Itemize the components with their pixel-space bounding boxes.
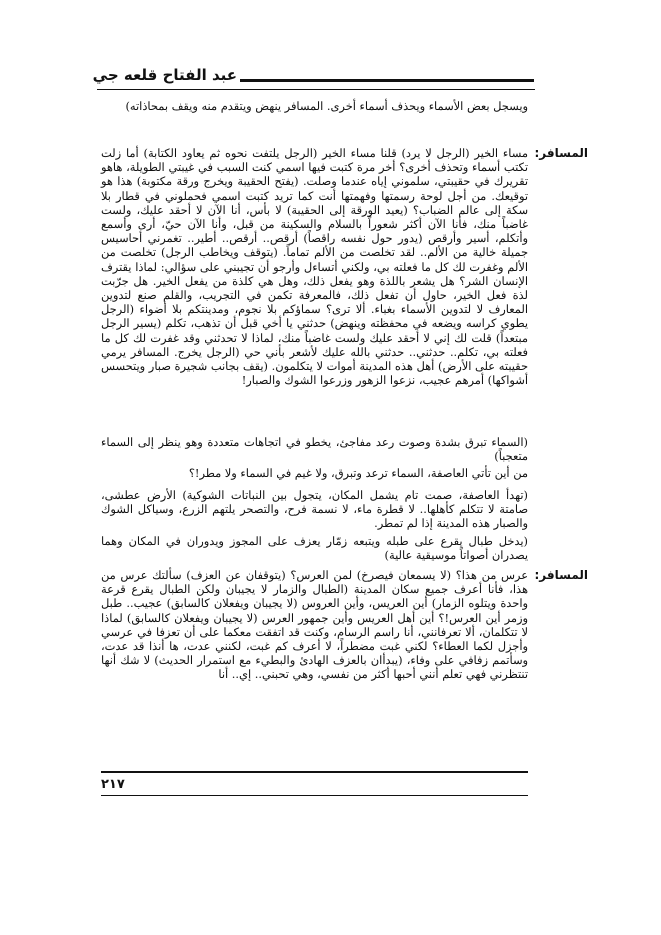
footer-rule-thin bbox=[101, 795, 528, 796]
traveler-line-storm: من أين تأتي العاصفة، السماء ترعد وتبرق، ولا غيم في السماء ولا مطر!؟ bbox=[188, 466, 528, 480]
page-number: ٢١٧ bbox=[101, 777, 125, 792]
header-author: عبد الفتاح قلعه جي bbox=[92, 66, 237, 84]
speaker-label: المسافر: bbox=[534, 146, 588, 160]
stage-direction-drummer: (يدخل طبال يقرع على طبله ويتبعه زمّار يعزف على المجوز ويدوران في المكان وهما يصدران أصواتاً موسيقية عالية) bbox=[101, 534, 528, 563]
traveler-speech-2: عرس من هذا؟ (لا يسمعان فيصرخ) لمن العرس؟ (يتوقفان عن العزف) سألتك عرس من هذا، فأنا أعرف جميع سكان المدينة (الطبال والزمار لا يجيبان ولكن الطبال يقرع قرعة واحدة ويتلوه الزمار) أين العريس، وأين العروس (لا يجيبان ويفعلان كالسابق) عجيب.. طبل وزمر أين العرس!؟ أين أهل العريس وأين جمهور العرس (لا يجيبان ويفعلان كالسابق) لماذا لا تتكلمان، ألا تعرفانني، أنا راسم الرسام، وكنت قد اتفقت معكما على أن تعزفا في عرسي وأجزل لكما العطاء؟ لكني غبت مضطراً، لا أعرف كم غبت، لكنني عدت، ها أنذا قد عدت، وسأتمم زفافي على وفاء، (يبدأان بالعزف الهادئ والبطيء مع استمرار الحديث) لا شك أنها تنتظرني فهي تعلم أنني أحبها أكثر من نفسي، وهي تحبني.. إي.. أنا bbox=[101, 568, 528, 682]
speaker-label: المسافر: bbox=[534, 568, 588, 582]
stage-direction-storm: (السماء تبرق بشدة وصوت رعد مفاجئ، يخطو في اتجاهات متعددة وهو ينظر إلى السماء متعجباً) bbox=[101, 435, 528, 464]
footer-rule-thick bbox=[101, 771, 528, 773]
stage-direction-continued: ويسجل بعض الأسماء ويحذف أسماء أخرى. المسافر ينهض ويتقدم منه ويقف بمحاذاته) bbox=[125, 99, 528, 113]
stage-direction-silence: (تهدأ العاصفة، صمت تام يشمل المكان، يتجول بين النباتات الشوكية) الأرض عطشى، صامتة لا تتكلم كأهلها.. لا قطرة ماء، لا نسمة فرح، والتصحر يلتهم الزرع، وسياكل الشوك والصبار هذه المدينة إذا لم تمطر. bbox=[101, 488, 528, 531]
header-rule-thin bbox=[97, 89, 535, 90]
traveler-speech-1: مساء الخير (الرجل لا يرد) قلنا مساء الخير (الرجل يلتفت نحوه ثم يعاود الكتابة) أما زلت تكتب أسماء وتحذف أخرى؟ أخر مرة كتبت فيها اسمي كنت السبب في غيبتي الطويلة، هاهو تقريرك في حقيبتي، سلموني إياه عندما وصلت. (يفتح الحقيبة ويخرج ورقة مكتوبة) هذا هو توقيعك. من أجل لوحة رسمتها وفهمتها أنت كما تريد كتبت اسمي فحملوني في قطار بلا سكة إلى عالم الضباب؟ (يعيد الورقة إلى الحقيبة) لا بأس، أنا الآن لا أحقد عليك، ولست غاضباً منك، فأنا الآن أكثر شعوراً بالسلام والسكينة من قبل، وأنا الآن حيّ، أرى وأسمع وأتكلم، أسير وأرقص (يدور حول نفسه راقصاً) أرقص.. أرقص.. أطير.. تغمرني أحاسيس جميلة خالية من الألم.. لقد تخلصت من الألم تماماً. (يتوقف ويخاطب الرجل) تخلصت من الألم وغفرت لك كل ما فعلته بي، ولكني أتساءل وأرجو أن تجيبني على سؤالي: لماذا يقترف الإنسان الشر؟ هل يشعر باللذة وهو يفعل ذلك، وهل هي كلذة من يفعل الخير. هل جرّبت لذة فعل الخير، حاول أن تفعل ذلك، فالمعرفة تكمن في التجريب، والقلم صنع لتدوين المعارف لا لتدوين الأسماء بغباء. ألا ترى؟ سماؤكم بلا نجوم، ومدينتكم بلا أضواء (الرجل يطوي كراسه ويضعه في محفظته وينهض) حدثني يا أخي قبل أن تذهب، تكلم (يسير الرجل مبتعداً) قلت لك إني لا أحقد عليك ولست غاضباً منك، لماذا لا تحدثني وقد غفرت لك كل ما فعلته بي، تكلم.. حدثني.. حدثني بالله عليك لأشعر بأني حي (الرجل يخرج. المسافر يرمي حقيبته على الأرض) أهل هذه المدينة أموات لا يتكلمون. (يقف بجانب شجيرة صبار ويتحسس أشواكها) أمرهم عجيب، نزعوا الزهور وزرعوا الشوك والصبار! bbox=[101, 146, 528, 388]
header-rule-thick bbox=[240, 79, 534, 82]
